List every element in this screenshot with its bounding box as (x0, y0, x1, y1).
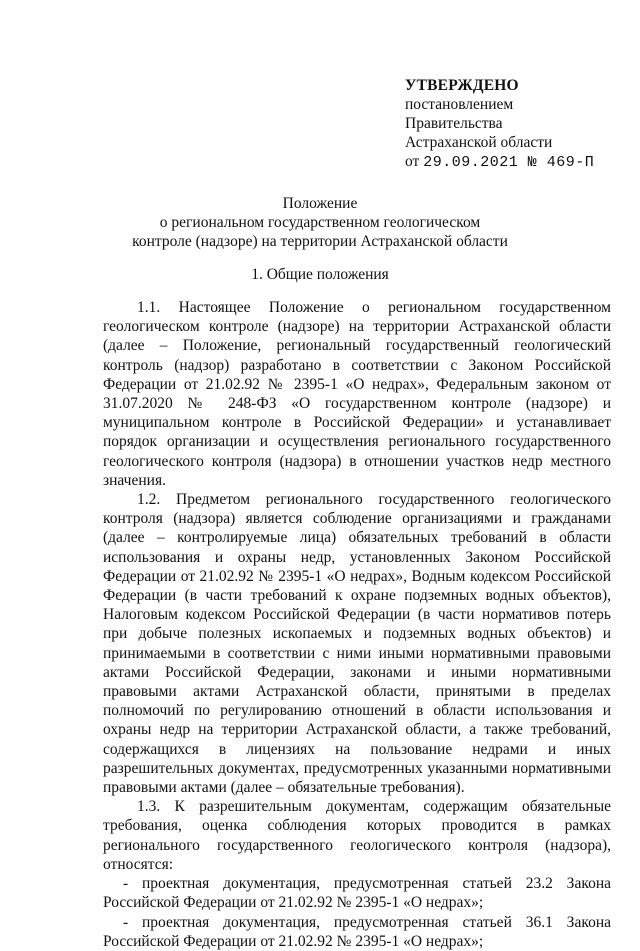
list-item: - проектная документация, предусмотренная статьей 23.2 Закона Российской Федерации от 21.02.92 № 2395-1 «О недрах»; (103, 875, 611, 912)
document-title (60, 194, 580, 251)
approval-line-1: постановлением (405, 96, 514, 113)
document-body (103, 298, 611, 951)
paragraph-1-2: 1.2. Предметом регионального государственного геологического контроля (надзора) является соблюдение организациями и гражданами (далее – контролируемые лица) обязательных требований в области использования и охраны недр, установленных Законом Российской Федерации от 21.02.92 № 2395-1 «О недрах», Водным кодексом Российской Федерации (в части требований к охране подземных водных объектов), Налоговым кодексом Российской Федерации (в части нормативов потерь при добыче полезных ископаемых и подземных водных объектов) и принимаемыми в соответствии с ними иными нормативными правовыми актами Российской Федерации, законами и иными нормативными правовыми актами Астраханской области, принятыми в пределах полномочий по регулированию отношений в области использования и охраны недр на территории Астраханской области, а также требований, содержащихся в лицензиях на пользование недрами и иных разрешительных документах, предусмотренных указанными нормативными правовыми актами (далее – обязательные требования). (103, 491, 611, 797)
document-title-line-1: Положение (282, 195, 358, 212)
list-item: - проектная документация, предусмотренная статьей 36.1 Закона Российской Федерации от 21.02.92 № 2395-1 «О недрах»; (103, 913, 611, 950)
document-title-line-3: контроле (надзоре) на территории Астраханской области (132, 233, 508, 250)
document-title-line-2: о региональном государственном геологическом (159, 214, 481, 231)
approval-line-2: Правительства (405, 115, 503, 132)
section-heading: 1. Общие положения (251, 266, 389, 283)
approval-date-line (405, 152, 625, 172)
approval-block (405, 76, 625, 172)
paragraph-1-3: 1.3. К разрешительным документам, содержащим обязательные требования, оценка соблюдения которых проводится в рамках регионального государственного геологического контроля (надзора), относятся: (103, 798, 611, 873)
approval-line-3: Астраханской области (405, 134, 553, 151)
approval-heading: УТВЕРЖДЕНО (405, 77, 519, 94)
approval-date-prefix: от (405, 153, 420, 170)
approval-date-stamp: 29.09.2021 № 469-П (423, 154, 595, 171)
paragraph-1-1: 1.1. Настоящее Положение о региональном государственном геологическом контроле (надзоре) на территории Астраханской области (далее – Положение, региональный государственный геологический контроль (надзор) разработано в соответствии с Законом Российской Федерации от 21.02.92 № 2395-1 «О недрах», Федеральным законом от 31.07.2020 № 248-ФЗ «О государственном контроле (надзоре) и муниципальном контроле в Российской Федерации» и устанавливает порядок организации и осуществления регионального государственного геологического контроля (надзора) в отношении участков недр местного значения. (103, 299, 611, 489)
